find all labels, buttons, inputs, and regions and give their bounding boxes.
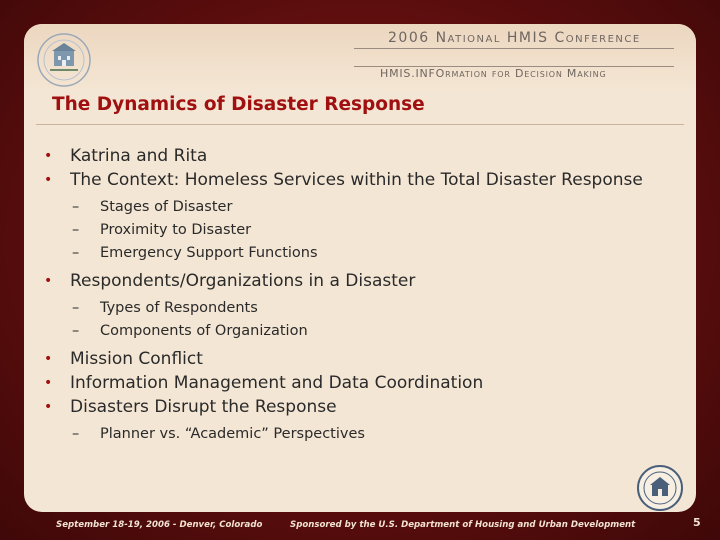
- bullet-text: Information Management and Data Coordination: [70, 373, 484, 393]
- conference-title: 2006 National HMIS Conference: [388, 30, 641, 46]
- sub-bullet-item: [44, 242, 684, 265]
- bullet-item: [44, 371, 684, 395]
- slide-title: The Dynamics of Disaster Response: [52, 94, 425, 115]
- sub-bullet-text: Planner vs. “Academic” Perspectives: [100, 426, 365, 442]
- sub-bullet-item: [44, 320, 684, 343]
- conference-subtitle: HMIS.INFOrmation for Decision Making: [380, 67, 607, 80]
- sub-bullet-dash: –: [72, 426, 80, 442]
- sub-bullet-item: [44, 196, 684, 219]
- bullet-item: [44, 269, 684, 293]
- bullet-text: Respondents/Organizations in a Disaster: [70, 271, 416, 291]
- bullet-item: [44, 144, 684, 168]
- bullet-dot-icon: •: [44, 399, 53, 415]
- sub-bullet-dash: –: [72, 222, 80, 238]
- sub-bullet-dash: –: [72, 300, 80, 316]
- sub-bullet-dash: –: [72, 245, 80, 261]
- footer-sponsor: Sponsored by the U.S. Department of Housing and Urban Development: [290, 520, 636, 530]
- bullet-dot-icon: •: [44, 172, 53, 188]
- sub-bullet-text: Components of Organization: [100, 323, 308, 339]
- bullet-item: [44, 395, 684, 419]
- bullet-item: [44, 168, 684, 192]
- bullet-dot-icon: •: [44, 375, 53, 391]
- sub-bullet-item: [44, 297, 684, 320]
- bullet-text: Katrina and Rita: [70, 146, 208, 166]
- sub-bullet-dash: –: [72, 323, 80, 339]
- sub-bullet-text: Types of Respondents: [100, 300, 258, 316]
- hud-logo-icon: [36, 32, 92, 88]
- bullet-text: Mission Conflict: [70, 349, 203, 369]
- sub-bullet-text: Proximity to Disaster: [100, 222, 252, 238]
- bullet-dot-icon: •: [44, 273, 53, 289]
- sub-bullet-item: [44, 219, 684, 242]
- bullet-text: Disasters Disrupt the Response: [70, 397, 337, 417]
- bullet-item: [44, 347, 684, 371]
- bullet-dot-icon: •: [44, 351, 53, 367]
- sub-bullet-text: Stages of Disaster: [100, 199, 233, 215]
- sub-bullet-item: [44, 423, 684, 446]
- page-number: 5: [693, 516, 701, 529]
- header-rule-top: [354, 48, 674, 49]
- bullet-text: The Context: Homeless Services within the Total Disaster Response: [70, 170, 643, 190]
- slide-content: [44, 144, 684, 446]
- footer-event-info: September 18-19, 2006 - Denver, Colorado: [56, 520, 263, 530]
- slide-panel: [24, 24, 696, 512]
- hud-seal-icon: [636, 464, 684, 512]
- bullet-dot-icon: •: [44, 148, 53, 164]
- sub-bullet-text: Emergency Support Functions: [100, 245, 318, 261]
- sub-bullet-dash: –: [72, 199, 80, 215]
- title-divider: [36, 124, 684, 125]
